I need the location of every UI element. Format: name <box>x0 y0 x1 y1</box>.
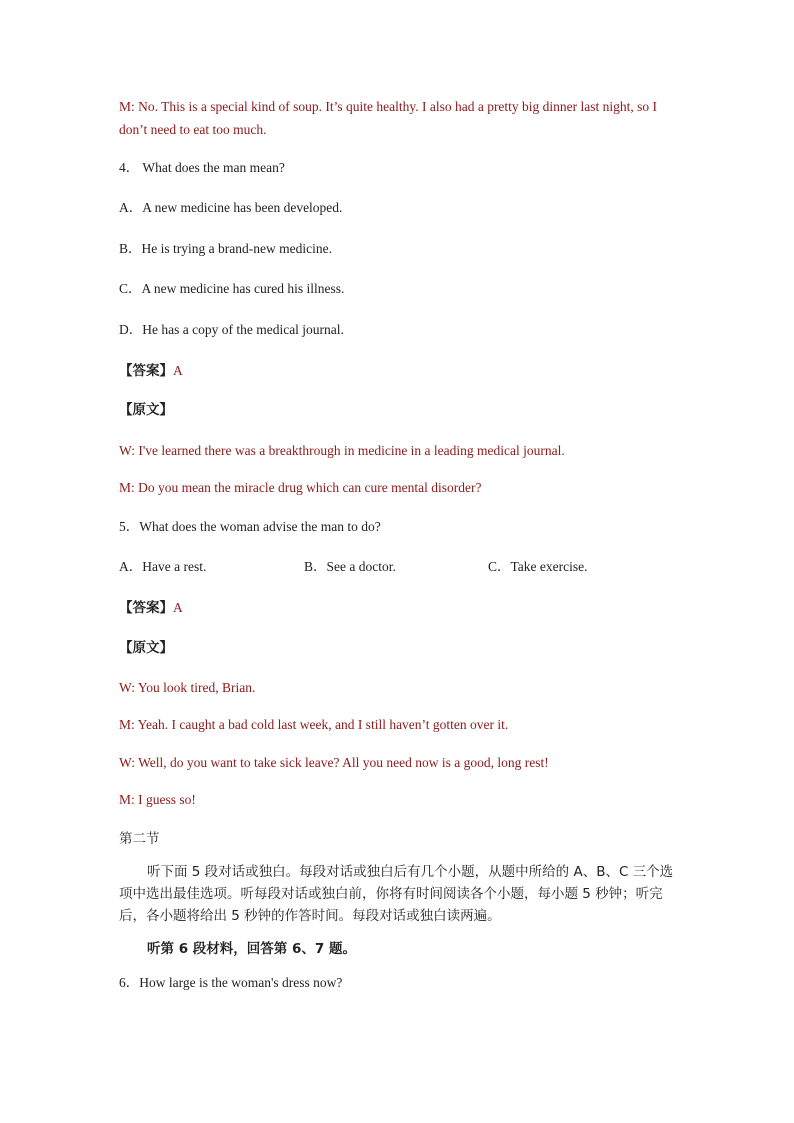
q4-answer-label: 【答案】 <box>119 363 173 379</box>
transcript-line-m-soup: M: No. This is a special kind of soup. It’s quite healthy. I also had a pretty big dinner last night, so I don’t need to eat too much. <box>119 99 658 137</box>
q5-answer-value: A <box>173 600 183 615</box>
q4-answer-value: A <box>173 363 183 378</box>
q5-transcript-label <box>119 638 679 658</box>
q4-answer <box>119 361 679 381</box>
section-2-title: 第二节 <box>119 831 160 847</box>
q5-transcript-label-text: 【原文】 <box>119 640 173 656</box>
section-2-instructions: 听下面 5 段对话或独白。每段对话或独白后有几个小题，从题中所给的 A、B、C 三个选项中选出最佳选项。听每段对话或独白前，你将有时间阅读各个小题，每小题 5 秒钟；听完后，各小题将给出 5 秒钟的作答时间。每段对话或独白读两遍。 <box>119 864 674 924</box>
q4-transcript-label <box>119 400 679 420</box>
q4-option-a: A．A new medicine has been developed. <box>119 200 343 215</box>
q5-answer-label: 【答案】 <box>119 600 173 616</box>
q5-option-c: C．Take exercise. <box>488 559 588 574</box>
q5-option-a: A．Have a rest. <box>119 559 207 574</box>
question-5: 5．What does the woman advise the man to do? <box>119 519 381 534</box>
q5-transcript-line-3: W: Well, do you want to take sick leave? All you need now is a good, long rest! <box>119 755 549 770</box>
q4-option-c: C．A new medicine has cured his illness. <box>119 281 345 296</box>
q4-option-b: B．He is trying a brand-new medicine. <box>119 241 332 256</box>
q4-transcript-line-1: W: I've learned there was a breakthrough in medicine in a leading medical journal. <box>119 443 565 458</box>
q4-option-d: D．He has a copy of the medical journal. <box>119 322 344 337</box>
question-4: 4． What does the man mean? <box>119 160 285 175</box>
q5-option-b: B．See a doctor. <box>304 559 396 574</box>
material-6-heading: 听第 6 段材料，回答第 6、7 题。 <box>147 941 356 957</box>
q5-transcript-line-2: M: Yeah. I caught a bad cold last week, and I still haven’t gotten over it. <box>119 717 509 732</box>
q5-transcript-line-4: M: I guess so! <box>119 792 196 807</box>
question-6: 6．How large is the woman's dress now? <box>119 975 343 990</box>
q5-answer <box>119 598 679 618</box>
q4-transcript-line-2: M: Do you mean the miracle drug which can cure mental disorder? <box>119 480 482 495</box>
q5-transcript-line-1: W: You look tired, Brian. <box>119 680 256 695</box>
q4-transcript-label-text: 【原文】 <box>119 402 173 418</box>
